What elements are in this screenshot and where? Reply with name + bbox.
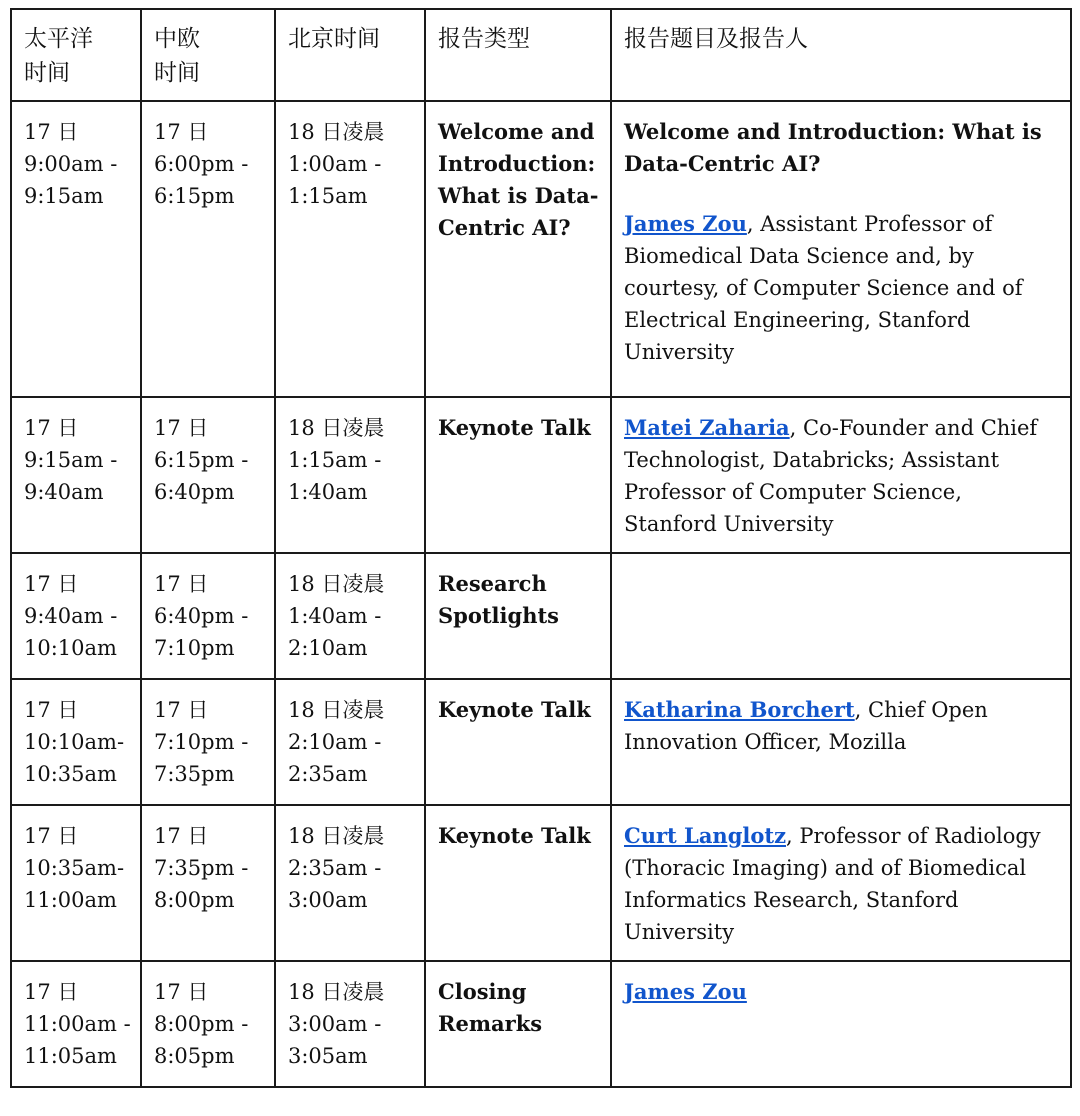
header-talk-type: 报告类型 [425,9,611,101]
table-row [11,101,1071,397]
pacific-time-cell: 17 日 9:00am - 9:15am [11,101,141,397]
pacific-time-cell: 17 日 10:10am- 10:35am [11,679,141,805]
beijing-time-cell: 18 日凌晨 3:00am - 3:05am [275,961,425,1087]
topic-speaker-cell [611,805,1071,961]
topic-speaker-cell [611,553,1071,679]
beijing-time-cell: 18 日凌晨 2:10am - 2:35am [275,679,425,805]
speaker-link-katharina-borchert[interactable]: Katharina Borchert [624,697,855,722]
speaker-link-curt-langlotz[interactable]: Curt Langlotz [624,823,786,848]
table-row [11,805,1071,961]
beijing-time-cell: 18 日凌晨 1:15am - 1:40am [275,397,425,553]
talk-type-cell: Closing Remarks [425,961,611,1087]
talk-type-cell: Welcome and Introduction: What is Data-Centric AI? [425,101,611,397]
beijing-time-cell: 18 日凌晨 1:40am - 2:10am [275,553,425,679]
header-beijing-time: 北京时间 [275,9,425,101]
beijing-time-cell: 18 日凌晨 1:00am - 1:15am [275,101,425,397]
cet-time-cell: 17 日 6:15pm - 6:40pm [141,397,275,553]
speaker-affiliation: , Co-Founder and Chief Technologist, Databricks; Assistant Professor of Computer Science, Stanford University [624,416,1038,536]
schedule-table [10,8,1072,1088]
talk-type-cell: Keynote Talk [425,679,611,805]
header-pacific-time: 太平洋 时间 [11,9,141,101]
talk-type-cell: Keynote Talk [425,397,611,553]
speaker-affiliation: , Professor of Radiology (Thoracic Imaging) and of Biomedical Informatics Research, Stanford University [624,824,1041,944]
table-row [11,961,1071,1087]
speaker-affiliation: , Chief Open Innovation Officer, Mozilla [624,698,988,754]
table-row [11,397,1071,553]
speaker-link-matei-zaharia[interactable]: Matei Zaharia [624,415,790,440]
talk-title: Welcome and Introduction: What is Data-Centric AI? [624,119,1042,176]
topic-speaker-cell [611,679,1071,805]
pacific-time-cell: 17 日 9:15am - 9:40am [11,397,141,553]
cet-time-cell: 17 日 6:00pm - 6:15pm [141,101,275,397]
topic-speaker-cell [611,961,1071,1087]
pacific-time-cell: 17 日 9:40am - 10:10am [11,553,141,679]
pacific-time-cell: 17 日 10:35am- 11:00am [11,805,141,961]
header-topic-speaker: 报告题目及报告人 [611,9,1071,101]
speaker-link-james-zou[interactable]: James Zou [624,979,747,1004]
topic-speaker-cell [611,397,1071,553]
cet-time-cell: 17 日 6:40pm - 7:10pm [141,553,275,679]
cet-time-cell: 17 日 8:00pm - 8:05pm [141,961,275,1087]
beijing-time-cell: 18 日凌晨 2:35am - 3:00am [275,805,425,961]
header-row [11,9,1071,101]
header-cet-time: 中欧 时间 [141,9,275,101]
table-row [11,553,1071,679]
table-row [11,679,1071,805]
topic-speaker-cell [611,101,1071,397]
cet-time-cell: 17 日 7:35pm - 8:00pm [141,805,275,961]
speaker-affiliation: , Assistant Professor of Biomedical Data Science and, by courtesy, of Computer Science and of Electrical Engineering, Stanford University [624,212,1023,364]
cet-time-cell: 17 日 7:10pm - 7:35pm [141,679,275,805]
pacific-time-cell: 17 日 11:00am - 11:05am [11,961,141,1087]
talk-type-cell: Keynote Talk [425,805,611,961]
speaker-link-james-zou[interactable]: James Zou [624,211,747,236]
talk-type-cell: Research Spotlights [425,553,611,679]
